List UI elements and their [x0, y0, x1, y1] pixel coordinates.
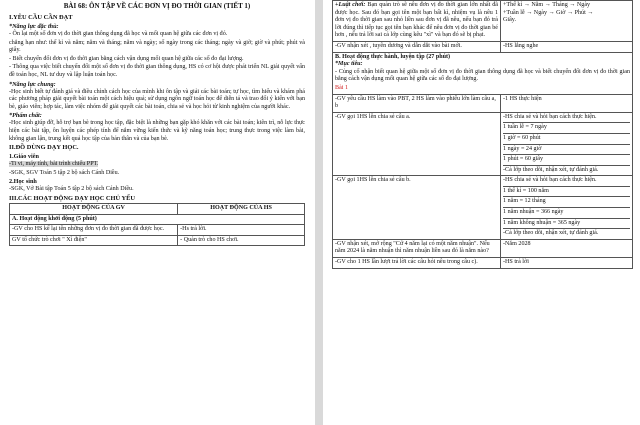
document-page-right [323, 0, 640, 425]
gv-cell: -GV cho HS kể lại tên những đơn vị đo thời gian đã được học. [10, 225, 178, 236]
table-row [333, 176, 633, 240]
column-header-gv: HOẠT ĐỘNG CỦA GV [10, 203, 178, 214]
gv-cell: GV tổ chức trò chơi " Xì điện" [10, 235, 178, 246]
table-header-row [10, 203, 305, 214]
table-row [333, 94, 633, 112]
activity-a-heading: A. Hoạt động khởi động (5 phút) [10, 214, 305, 225]
section-materials-heading: II.ĐỒ DÙNG DẠY HỌC. [9, 144, 79, 152]
goal-text: - Củng cố nhận biết quan hệ giữa một số đơn vị đo thời gian thông dụng đã học và biết chuyển đổi đơn vị đo thời gian bằng cách vận dụng mối quan hệ giữa các số đo đại lượng. [335, 68, 630, 83]
gv-cell [333, 1, 501, 42]
specific-item: chẳng hạn như: thế kỉ và năm; năm và tháng; năm và ngày; số ngày trong các tháng; ngày và giờ; giờ và phút; phút và giây. [9, 39, 305, 54]
gv-cell: -GV gọi 1HS lên chia sẻ câu a. [333, 112, 501, 176]
general-competence-heading: *Năng lực chung: [9, 80, 56, 88]
rule-text: Bạn quản trò sẽ nêu đơn vị đo thời gian lớn nhất đã được học. Sau đó bạn gọi tên một bạn bất kì, nhiệm vụ là nêu 1 đơn vị đo thời gian sau nhỏ liền sau đơn vị đã nêu, nếu bạn đó trả lời đúng thì tiếp tục gọi tên bạn khác để nêu đơn vị đo thời gian bé hơn , nếu trả lời sai cả lớp cùng kêu "xì" và bạn đó sẽ bị phạt. [335, 2, 498, 39]
table-row [333, 41, 633, 52]
hs-line: -Năm 2028 [503, 240, 531, 247]
quality-heading: *Phẩm chất: [9, 112, 42, 120]
equivalence-line: 1 năm không nhuận = 365 ngày [503, 220, 630, 230]
table-row [333, 1, 633, 42]
equivalence-line: 1 phút = 60 giây [503, 156, 630, 166]
hs-line: Giây. [503, 17, 516, 24]
activity-b-block [333, 52, 633, 94]
activities-table-continued [332, 0, 633, 269]
hs-line: -Cả lớp theo dõi, nhận xét, tự đánh giá. [503, 166, 599, 173]
hs-line: -HS trả lời [503, 259, 529, 266]
equivalence-line: 1 năm nhuận = 366 ngày [503, 209, 630, 219]
quality-text: -Học sinh giúp đỡ, hỗ trợ bạn bè trong học tập, đặc biệt là những bạn gặp khó khăn với các bài toán; kiên trì, nỗ lực thực hiện các bài tập, ôn luyện các phép tính để nắm vững kiến thức và kỹ năng toán học; trung thực trong việc làm bài, không gian lận, trung kết quả học tập của bản thân và của bạn bè. [9, 120, 305, 142]
hs-cell [501, 239, 633, 257]
highlighted-teacher-item: -Ti vi, máy tính, bài trình chiếu PPT. [9, 161, 99, 168]
table-row [333, 239, 633, 257]
specific-item: - Ôn lại một số đơn vị đo thời gian thông dụng đã học và mối quan hệ giữa các đơn vị đó. [9, 31, 228, 37]
rule-label: +Luật chơi: [335, 2, 366, 8]
table-row [10, 235, 305, 246]
specific-item: - Thông qua việc biết chuyển đổi một số đơn vị đo thời gian thông dụng, HS có cơ hội được phát triển NL giải quyết vấn đề toán học, NL tư duy và lập luận toán học. [9, 64, 305, 78]
hs-cell: -Hs trả lời. [178, 225, 305, 236]
activities-table [9, 203, 305, 246]
table-row [333, 258, 633, 269]
hs-cell: - Quản trò cho HS chơi. [178, 235, 305, 246]
gv-cell: -GV cho 1 HS lần lượt trả lời các câu hỏi nêu trong câu c). [333, 258, 501, 269]
hs-cell [501, 112, 633, 176]
teacher-item [9, 161, 305, 169]
lesson-title: BÀI 68: ÔN TẬP VỀ CÁC ĐƠN VỊ ĐO THỜI GIAN (TIẾT 1) [63, 2, 251, 10]
hs-cell [501, 258, 633, 269]
table-row [333, 112, 633, 176]
gv-cell: -GV nhận xét , tuyên dương và dẫn dắt vào bài mới. [333, 41, 501, 52]
gv-cell: -GV gọi 1HS lên chia sẻ câu b. [333, 176, 501, 240]
hs-line: +Thế kỉ → Năm → Tháng → Ngày [503, 2, 591, 8]
section-requirements-heading: I.YÊU CẦU CẦN ĐẠT [9, 14, 73, 21]
hs-line: -Cả lớp theo dõi, nhận xét, tự đánh giá. [503, 230, 599, 237]
hs-cell [501, 176, 633, 240]
equivalence-line: 1 giờ = 60 phút [503, 135, 630, 145]
teacher-item: -SGK, SGV Toán 5 tập 2 bộ sách Cánh Diều. [9, 169, 120, 176]
table-row [333, 52, 633, 94]
teacher-heading: 1.Giáo viên [9, 153, 39, 161]
equivalence-line: 1 tuần lễ = 7 ngày [503, 124, 630, 134]
equivalence-line: 1 ngày = 24 giờ [503, 146, 630, 156]
equivalence-line: 1 năm = 12 tháng [503, 198, 630, 208]
hs-line: -HS chia sẻ và hỏi bạn cách thực hiện. [503, 177, 630, 187]
specific-item: - Biết chuyển đổi đơn vị đo thời gian bằng cách vận dụng mối quan hệ giữa các số đo đại lượng. [9, 55, 244, 62]
hs-cell [501, 94, 633, 112]
activity-b-heading: B. Hoạt động thực hành, luyện tập (27 phút) [335, 53, 451, 60]
specific-competence-heading: *Năng lực đặc thù: [9, 23, 59, 30]
equivalence-line: 1 thế kỉ = 100 năm [503, 188, 630, 198]
hs-cell: -HS lắng nghe [501, 41, 633, 52]
student-heading: 2.Học sinh [9, 178, 37, 186]
section-activities-heading: III.CÁC HOẠT ĐỘNG DẠY HỌC CHỦ YẾU [9, 194, 135, 202]
student-item: -SGK, Vở Bài tập Toán 5 tập 2 bộ sách Cánh Diều. [9, 186, 134, 193]
document-page-left [0, 0, 315, 425]
table-row [10, 225, 305, 236]
hs-line: +Tuần lễ → Ngày → Giờ → Phút → [503, 9, 594, 16]
exercise-1-label: Bài 1 [335, 84, 349, 91]
column-header-hs: HOẠT ĐỘNG CỦA HS [178, 203, 305, 214]
hs-cell [501, 1, 633, 42]
hs-line: -HS chia sẻ và hỏi bạn cách thực hiện. [503, 114, 630, 124]
hs-line: -1 HS thực hiện [503, 95, 542, 102]
table-row [10, 214, 305, 225]
gv-cell: -GV yêu cầu HS làm vào PBT, 2 HS làm vào phiếu lớn làm câu a, b [333, 94, 501, 112]
general-competence-text: -Học sinh biết tự đánh giá và điều chỉnh cách học của mình khi ôn tập và giải các bài toán; tự học, tìm hiểu và khám phá các phương pháp giải quyết bài toán một cách hiệu quả; sử dụng ngôn ngữ toán học để diễn tả và trao đổi ý kiến với bạn bè, giáo viên; hợp tác, làm việc nhóm để giải quyết các bài toán, chia sẻ và học hỏi từ kinh nghiệm của người khác. [9, 88, 305, 110]
goal-heading: *Mục tiêu: [335, 61, 363, 68]
gv-cell: -GV nhận xét, mở rộng "Cứ 4 năm lại có một năm nhuận". Nếu năm 2024 là năm nhuận thì năm nhuận liền sau đó là năm nào? [333, 239, 501, 257]
